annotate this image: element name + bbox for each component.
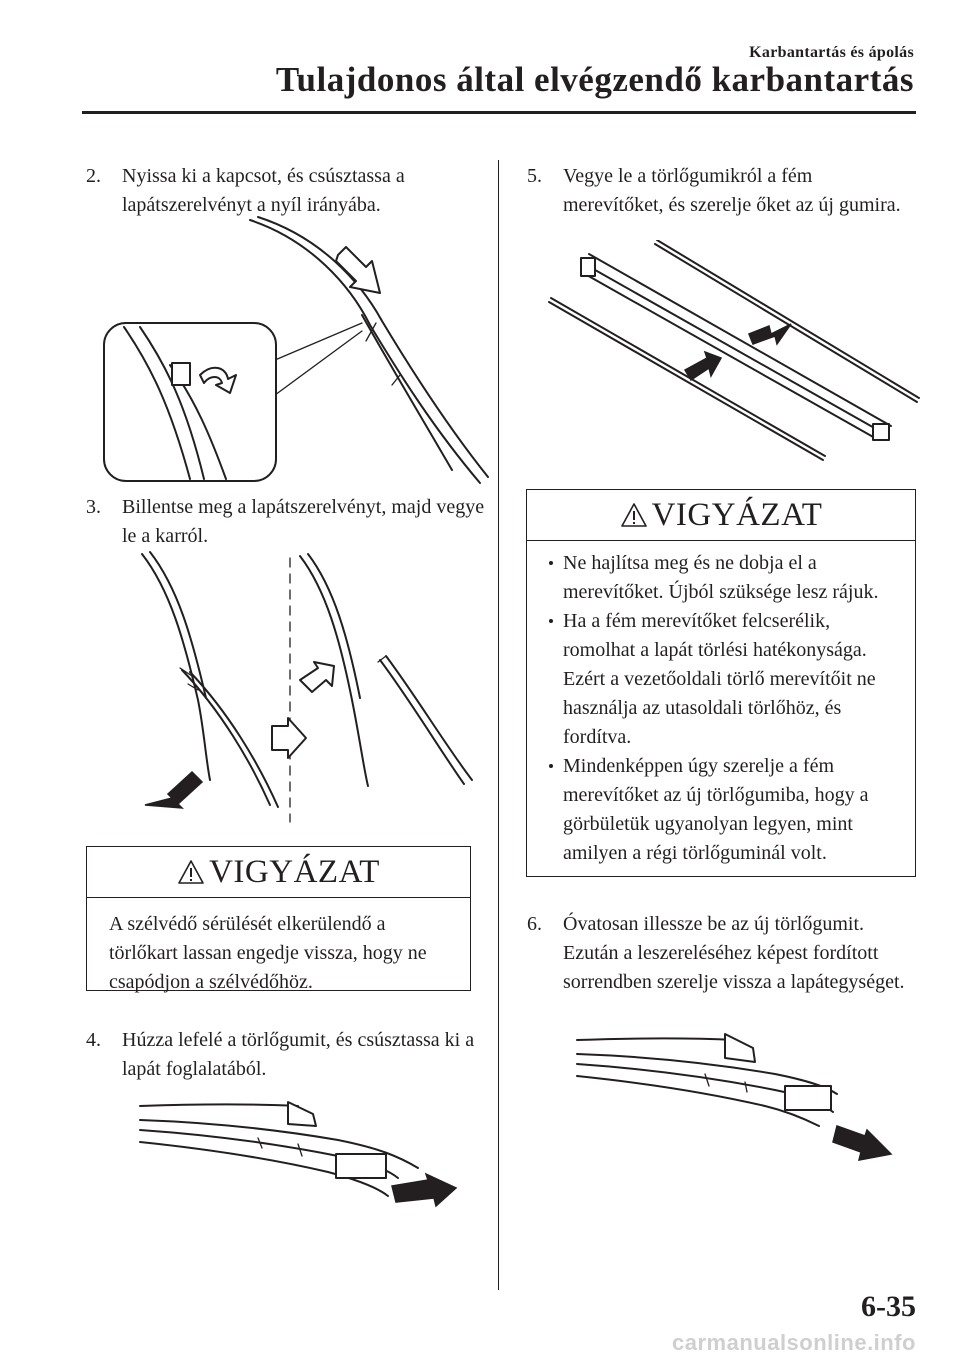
caution-bullet [549, 752, 895, 868]
figure-step-5-metal-stiffeners [545, 240, 925, 465]
column-divider [498, 160, 499, 1290]
figure-step-6-insert-rubber [575, 1030, 905, 1170]
figure-step-3-tilt-remove [140, 550, 480, 825]
caution-box [86, 846, 471, 991]
step-5 [527, 162, 917, 220]
caution-text: A szélvédő sérülését elkerülendő a törlőkart lassan engedje vissza, hogy ne csapódjon a szélvédőhöz. [109, 913, 427, 993]
bullet-text: Ha a fém merevítőket felcserélik, romolhat a lapát törlési hatékonysága. Ezért a vezetőoldali törlő merevítőit ne használja az utasoldali törlőhöz, és fordítva. [563, 610, 876, 748]
caution-title: VIGYÁZAT [651, 496, 823, 533]
caution-header [527, 490, 915, 541]
step-6 [527, 910, 919, 997]
bullet-dot [549, 619, 553, 623]
step-text: Vegye le a törlőgumikról a fém merevítőket, és szerelje őket az új gumira. [563, 165, 901, 216]
step-2 [86, 162, 486, 220]
step-text: Húzza lefelé a törlőgumit, és csúsztassa ki a lapát foglalatából. [122, 1029, 475, 1080]
step-number: 2. [86, 165, 101, 187]
figure-step-2-release-clip [100, 215, 490, 485]
bullet-dot [549, 764, 553, 768]
step-number: 4. [86, 1029, 101, 1051]
caution-title: VIGYÁZAT [209, 853, 380, 890]
page-title: Tulajdonos által elvégzendő karbantartás [275, 60, 914, 99]
step-text: Nyissa ki a kapcsot, és csúsztassa a lapátszerelvényt a nyíl irányába. [122, 165, 405, 216]
figure-step-4-slide-out-rubber [138, 1098, 468, 1208]
caution-bullets [527, 541, 915, 878]
step-3 [86, 493, 486, 551]
caution-header [87, 847, 470, 898]
header-rule [82, 111, 916, 114]
caution-box [526, 489, 916, 877]
section-label: Karbantartás és ápolás [749, 44, 914, 61]
step-text: Óvatosan illessze be az új törlőgumit. Ezután a leszereléséhez képest fordított sorrendben szerelje vissza a lapátegységet. [563, 913, 905, 993]
step-4 [86, 1026, 486, 1084]
bullet-text: Ne hajlítsa meg és ne dobja el a merevítőket. Újból szüksége lesz rájuk. [563, 552, 879, 603]
warning-triangle-icon [620, 502, 648, 528]
warning-triangle-icon [177, 859, 205, 885]
step-number: 5. [527, 165, 542, 187]
bullet-text: Mindenképpen úgy szerelje a fém merevítőket az új törlőgumiba, hogy a görbületük ugyanolyan legyen, mint amilyen a régi törlőguminál volt. [563, 755, 869, 864]
step-text: Billentse meg a lapátszerelvényt, majd vegye le a karról. [122, 496, 485, 547]
caution-bullet [549, 549, 895, 607]
watermark: carmanualsonline.info [672, 1330, 916, 1355]
page-number: 6-35 [861, 1290, 916, 1323]
step-number: 3. [86, 496, 101, 518]
caution-bullet [549, 607, 895, 752]
bullet-dot [549, 561, 553, 565]
step-number: 6. [527, 913, 542, 935]
